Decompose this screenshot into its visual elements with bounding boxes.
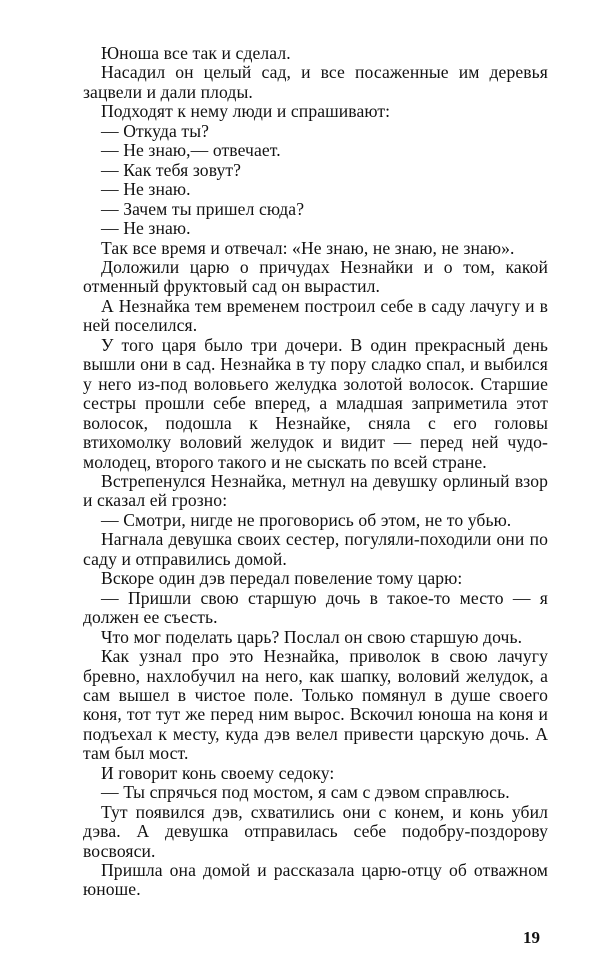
paragraph: У того царя было три дочери. В один прекрасный день вышли они в сад. Незнайка в ту пору сладко спал, и выбился у него из-под воловьего желудка золотой волосок. Старшие сестры прошли себе вперед, а младшая заприметила этот волосок, подошла к Незнайке, сняла с его головы втихомолку воловий желудок и видит — перед ней чудо-молодец, второго такого и не сыскать по всей стране. (83, 334, 548, 472)
paragraph: Вскоре один дэв передал повеление тому царю: (101, 568, 463, 589)
dialogue-line: — Не знаю. (101, 179, 191, 200)
dialogue-line: — Смотри, нигде не проговорись об этом, не то убью. (101, 509, 512, 530)
text-body (83, 44, 548, 900)
dialogue-line: — Не знаю,— отвечает. (101, 140, 281, 161)
paragraph: И говорит конь своему седоку: (101, 762, 335, 783)
paragraph: Нагнала девушка своих сестер, погуляли-походили они по саду и отправились домой. (83, 529, 548, 569)
paragraph: Как узнал про это Незнайка, приволок в свою лачугу бревно, нахлобучил на него, как шапку, воловий желудок, а сам вышел в чистое поле. Только помянул в душе своего коня, тот тут же перед ним вырос. Вскочил юноша на коня и подъехал к месту, куда дэв велел привести царскую дочь. А там был мост. (83, 646, 548, 764)
paragraph: Тут появился дэв, схватились они с конем, и конь убил дэва. А девушка отправилась себе подобру-поздорову восвояси. (83, 801, 548, 861)
dialogue-line: — Пришли свою старшую дочь в такое-то место — я должен ее съесть. (83, 587, 548, 628)
dialogue-line: — Ты спрячься под мостом, я сам с дэвом справлюсь. (101, 782, 510, 803)
page-number: 19 (523, 928, 540, 947)
dialogue-line: — Зачем ты пришел сюда? (101, 198, 305, 219)
dialogue-line: — Откуда ты? (101, 120, 210, 141)
paragraph: Доложили царю о причудах Незнайки и о том, какой отменный фруктовый сад он вырастил. (83, 256, 548, 297)
paragraph: Что мог поделать царь? Послал он свою старшую дочь. (101, 626, 523, 647)
dialogue-line: — Не знаю. (101, 218, 191, 239)
paragraph: А Незнайка тем временем построил себе в саду лачугу и в ней поселился. (83, 295, 548, 336)
paragraph: Пришла она домой и рассказала царю-отцу об отважном юноше. (83, 860, 548, 900)
paragraph: Подходят к нему люди и спрашивают: (101, 101, 391, 122)
paragraph: Юноша все так и сделал. (101, 43, 291, 63)
paragraph: Так все время и отвечал: «Не знаю, не знаю, не знаю». (101, 237, 515, 258)
paragraph: Насадил он целый сад, и все посаженные им деревья зацвели и дали плоды. (83, 62, 548, 102)
dialogue-line: — Как тебя зовут? (101, 159, 242, 180)
paragraph: Встрепенулся Незнайка, метнул на девушку орлиный взор и сказал ей грозно: (83, 470, 548, 511)
